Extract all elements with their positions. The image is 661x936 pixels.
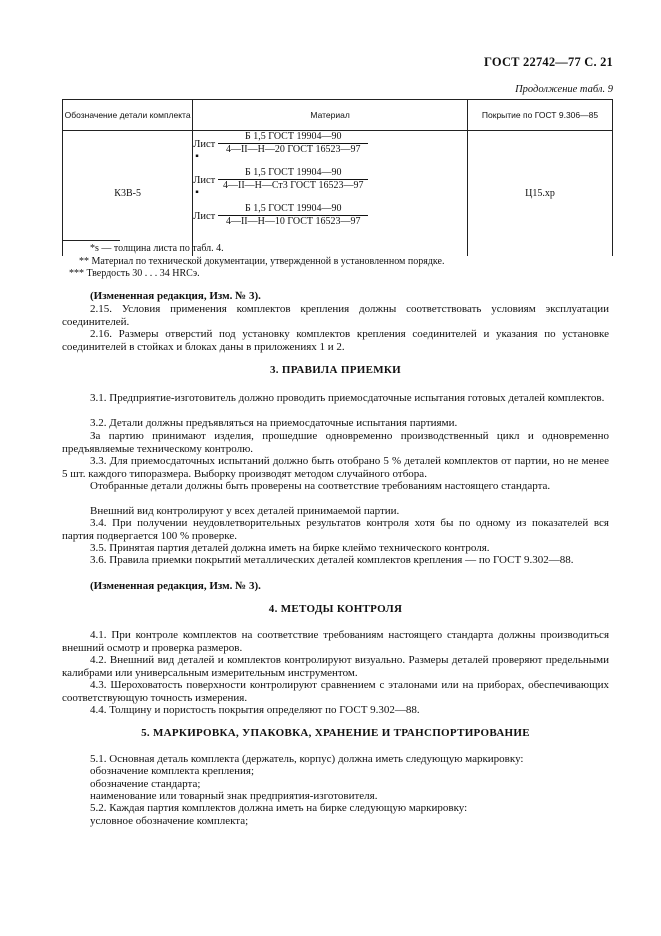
paragraph-3-4: 3.4. При получении неудовлетворительных результатов контроля хотя бы по одному из показателей вся партия подвергается 100 % проверке. — [62, 517, 609, 542]
material-fraction — [218, 167, 368, 191]
paragraph-3-3b: Отобранные детали должны быть проверены на соответствие требованиям настоящего стандарта. — [90, 480, 551, 492]
material-sheet-label: Лист — [193, 175, 216, 186]
paragraph-3-2b: За партию принимают изделия, прошедшие одновременно производственный цикл и одновременно предъявляемые техническому контролю. — [62, 430, 609, 455]
paragraph-3-5: 3.5. Принятая партия деталей должна иметь на бирке клеймо технического контроля. — [90, 542, 490, 554]
material-entry — [193, 167, 467, 202]
paragraph-3-2: 3.2. Детали должны предъявляться на приемосдаточные испытания партиями. — [90, 417, 458, 429]
material-numerator: Б 1,5 ГОСТ 19904—90 — [218, 203, 368, 216]
footnote-3: *** Твердость 30 . . . 34 HRCэ. — [69, 268, 200, 279]
material-denominator: 4—II—Н—Ст3 ГОСТ 16523—97 — [223, 180, 364, 191]
paragraph-5-1c: наименование или товарный знак предприятия-изготовителя. — [90, 790, 378, 802]
paragraph-3-6: 3.6. Правила приемки покрытий металлических деталей комплектов крепления — по ГОСТ 9.302—88. — [90, 554, 574, 566]
paragraph-3-1: 3.1. Предприятие-изготовитель должно проводить приемосдаточные испытания готовых деталей комплектов. — [90, 392, 605, 404]
paragraph-4-2: 4.2. Внешний вид деталей и комплектов контролируют визуально. Размеры деталей проверяют предельными калибрами или универсальным измерительным инструментом. — [62, 654, 609, 679]
material-sheet-label: Лист — [193, 139, 216, 150]
cell-coating: Ц15.хр — [467, 131, 612, 257]
paragraph-5-2a: условное обозначение комплекта; — [90, 815, 249, 827]
paragraph-5-1a: обозначение комплекта крепления; — [90, 765, 255, 777]
table-continuation-note: Продолжение табл. 9 — [515, 84, 613, 95]
bullet-mark: ▪ — [195, 151, 199, 162]
material-fraction — [218, 203, 368, 227]
paragraph-3-3c: Внешний вид контролируют у всех деталей принимаемой партии. — [90, 505, 400, 517]
section-heading-4: 4. МЕТОДЫ КОНТРОЛЯ — [268, 603, 403, 615]
material-numerator: Б 1,5 ГОСТ 19904—90 — [218, 167, 368, 180]
paragraph-4-3: 4.3. Шероховатость поверхности контролируют сравнением с эталонами или на приборах, обеспечивающих соответствующую точность измерения. — [62, 679, 609, 704]
material-sheet-label: Лист — [193, 211, 216, 222]
table-row — [63, 131, 613, 257]
material-fraction — [218, 131, 368, 155]
paragraph-2-16: 2.16. Размеры отверстий под установку комплектов крепления соединителей и указания по установке соединителей в стойках и блоках даны в приложениях 1 и 2. — [62, 328, 609, 353]
page-header: ГОСТ 22742—77 С. 21 — [484, 55, 613, 69]
bullet-mark: ▪ — [195, 187, 199, 198]
col-header-material: Материал — [193, 100, 468, 131]
section-heading-5: 5. МАРКИРОВКА, УПАКОВКА, ХРАНЕНИЕ И ТРАНСПОРТИРОВАНИЕ — [141, 727, 530, 739]
table-header-row — [63, 100, 613, 131]
paragraph-5-2: 5.2. Каждая партия комплектов должна иметь на бирке следующую маркировку: — [90, 802, 468, 814]
material-entry — [193, 131, 467, 166]
footnote-divider — [62, 240, 120, 241]
material-entry — [193, 203, 467, 238]
footnote-2: ** Материал по технической документации, утвержденной в установленном порядке. — [79, 256, 445, 267]
paragraph-5-1: 5.1. Основная деталь комплекта (держатель, корпус) должна иметь следующую маркировку: — [90, 753, 524, 765]
material-numerator: Б 1,5 ГОСТ 19904—90 — [218, 131, 368, 144]
materials-table — [62, 99, 613, 256]
material-denominator: 4—II—Н—20 ГОСТ 16523—97 — [225, 144, 361, 155]
paragraph-3-3: 3.3. Для приемосдаточных испытаний должно быть отобрано 5 % деталей комплектов от партии, но не менее 5 шт. каждого типоразмера. Выборку производят методом случайного отбора. — [62, 455, 609, 480]
paragraph-4-1: 4.1. При контроле комплектов на соответствие требованиям настоящего стандарта должны производиться внешний осмотр и проверка размеров. — [62, 629, 609, 654]
paragraph-5-1b: обозначение стандарта; — [90, 778, 201, 790]
col-header-designation: Обозначение детали комплекта — [63, 100, 193, 131]
cell-materials — [193, 131, 468, 257]
amendment-note: (Измененная редакция, Изм. № 3). — [90, 580, 261, 592]
footnote-1: *s — толщина листа по табл. 4. — [90, 243, 224, 254]
amendment-note: (Измененная редакция, Изм. № 3). — [90, 290, 261, 302]
col-header-coating: Покрытие по ГОСТ 9.306—85 — [467, 100, 612, 131]
cell-designation: К3В-5 — [63, 131, 193, 257]
paragraph-4-4: 4.4. Толщину и пористость покрытия определяют по ГОСТ 9.302—88. — [90, 704, 420, 716]
paragraph-2-15: 2.15. Условия применения комплектов крепления должны соответствовать условиям эксплуатации соединителей. — [62, 303, 609, 328]
section-heading-3: 3. ПРАВИЛА ПРИЕМКИ — [269, 364, 402, 376]
material-denominator: 4—II—Н—10 ГОСТ 16523—97 — [225, 216, 361, 227]
